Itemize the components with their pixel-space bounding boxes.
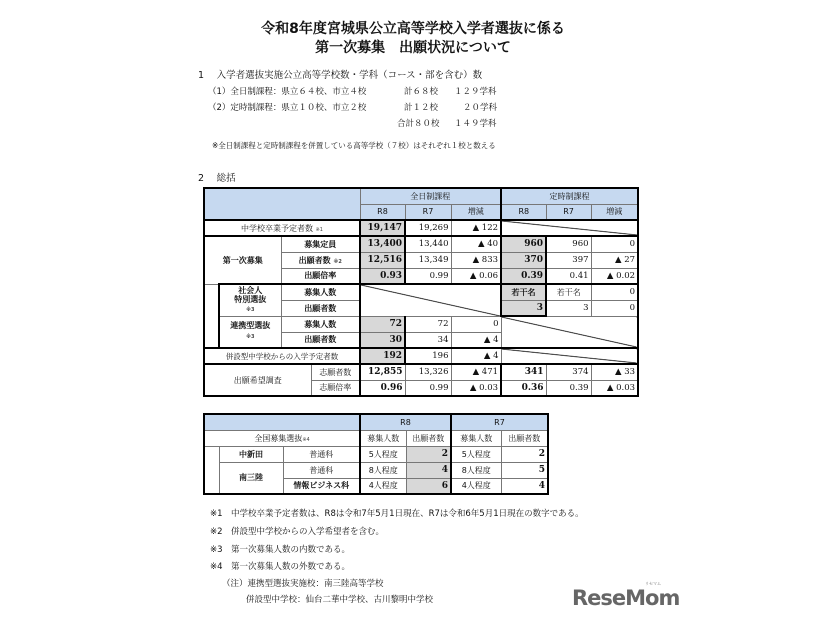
cell: 5 xyxy=(501,462,548,478)
col-header: 出願者数 xyxy=(406,430,451,446)
row-label: 志願倍率 xyxy=(311,380,360,396)
footnote-mark: ※2 xyxy=(333,258,342,265)
indent-cell xyxy=(204,284,219,348)
row-label: 出願倍率 xyxy=(281,268,360,284)
cell: 0 xyxy=(591,236,638,252)
cell: 5人程度 xyxy=(451,446,501,462)
label-text: 特別選抜 xyxy=(234,294,267,304)
dept-name: 普通科 xyxy=(283,446,360,462)
footnote-text: 第一次募集人数の内数である。 xyxy=(231,545,351,555)
header-part-time: 定時制課程 xyxy=(501,188,638,204)
cell: 5人程度 xyxy=(360,446,406,462)
cell: 0.39 xyxy=(546,380,591,396)
row-label: 志願者数 xyxy=(311,364,360,380)
section1-row-depts: ２０学科 xyxy=(463,103,498,113)
section1-total-depts: １４９学科 xyxy=(454,119,497,129)
col-header: R8 xyxy=(360,204,405,220)
cell: ▲ 33 xyxy=(591,364,638,380)
cell: 4人程度 xyxy=(360,478,406,494)
cell: 3 xyxy=(546,300,591,316)
row-label: 募集定員 xyxy=(281,236,360,252)
footnote xyxy=(210,560,350,572)
title-line2: 第一次募集 出願状況について xyxy=(315,40,511,56)
cell: 13,349 xyxy=(405,252,451,268)
header-blank xyxy=(204,414,360,430)
section1-row-depts: １２９学科 xyxy=(454,87,497,97)
linked-label xyxy=(219,316,281,348)
cell: 72 xyxy=(360,316,405,332)
section1-note: ※全日制課程と定時制課程を併置している高等学校（７校）はそれぞれ１校と数える xyxy=(212,141,496,150)
footnote xyxy=(210,507,584,519)
row-label: 出願者数 xyxy=(298,255,331,265)
dept-name: 普通科 xyxy=(283,462,360,478)
cell: 8人程度 xyxy=(451,462,501,478)
indent-cell xyxy=(204,446,219,494)
table2-label: 全国募集選抜 xyxy=(254,433,303,443)
footnote-mark: ※3 xyxy=(246,306,255,313)
footnote-mark: ※3 xyxy=(246,334,255,341)
row-label: 出願者数 xyxy=(281,300,360,316)
cell: ▲ 0.06 xyxy=(451,268,501,284)
cell: 341 xyxy=(501,364,546,380)
section1-heading: 1 入学者選抜実施公立高等学校数・学科（コース・部を含む）数 xyxy=(198,70,483,81)
cell: 12,516 xyxy=(360,252,405,268)
footnote-text: 第一次募集人数の外数である。 xyxy=(231,562,351,572)
cell: 0 xyxy=(591,284,638,300)
school-name: 中新田 xyxy=(219,446,283,462)
table-row xyxy=(204,220,638,236)
cell: 19,147 xyxy=(360,220,405,236)
row-label: 出願者数 xyxy=(281,332,360,348)
cell: ▲ 4 xyxy=(451,348,501,364)
note-line1: （注）連携型選抜実施校：南三陸高等学校 xyxy=(222,579,384,589)
table-row xyxy=(204,446,548,462)
table-row xyxy=(204,462,548,478)
cell: 2 xyxy=(406,446,451,462)
social-label xyxy=(219,284,281,316)
note-line2: 併設型中学校：仙台二華中学校、古川黎明中学校 xyxy=(246,595,434,605)
footnote-mark: ※1 xyxy=(210,509,223,519)
cell: 960 xyxy=(501,236,546,252)
cell: ▲ 833 xyxy=(451,252,501,268)
label-text: 連携型選抜 xyxy=(230,321,271,331)
cell: 960 xyxy=(546,236,591,252)
cell: ▲ 0.02 xyxy=(591,268,638,284)
cell: 19,269 xyxy=(405,220,451,236)
cell: 0.96 xyxy=(360,380,405,396)
footnote-text: 中学校卒業予定者数は、R8は令和7年5月1日現在、R7は令和6年5月1日現在の数字である。 xyxy=(231,509,584,519)
cell: 13,400 xyxy=(360,236,405,252)
diagonal-empty xyxy=(501,316,638,348)
table-row xyxy=(204,316,638,332)
section2-heading: 2 総括 xyxy=(198,173,236,184)
survey-label: 出願希望調査 xyxy=(204,364,311,396)
col-header: 募集人数 xyxy=(451,430,501,446)
cell: 370 xyxy=(501,252,546,268)
cell: 34 xyxy=(405,332,451,348)
cell: 0.99 xyxy=(405,268,451,284)
cell: 72 xyxy=(405,316,451,332)
summary-table xyxy=(203,187,639,397)
cell: ▲ 40 xyxy=(451,236,501,252)
col-header: 出願者数 xyxy=(501,430,548,446)
resemom-logo xyxy=(572,586,679,610)
first-recruitment-label: 第一次募集 xyxy=(204,236,281,284)
cell: 2 xyxy=(501,446,548,462)
cell: 30 xyxy=(360,332,405,348)
cell: 12,855 xyxy=(360,364,405,380)
logo-ruby: リセマム xyxy=(645,581,661,586)
dept-name: 情報ビジネス科 xyxy=(283,478,360,494)
cell: ▲ 27 xyxy=(591,252,638,268)
section1-total-schools: 合計８０校 xyxy=(397,119,440,129)
col-header: 増減 xyxy=(451,204,501,220)
cell: 0.36 xyxy=(501,380,546,396)
table-row xyxy=(204,284,638,300)
footnote-mark: ※3 xyxy=(210,545,223,555)
cell: ▲ 471 xyxy=(451,364,501,380)
school-name: 南三陸 xyxy=(219,462,283,494)
footnote-mark: ※4 xyxy=(210,562,223,572)
cell: 3 xyxy=(501,300,546,316)
cell: 0 xyxy=(451,316,501,332)
row-label: 募集人数 xyxy=(281,284,360,300)
col-header: R7 xyxy=(405,204,451,220)
section1-row-schools: 計１２校 xyxy=(404,103,439,113)
cell: 8人程度 xyxy=(360,462,406,478)
title-line1: 令和8年度宮城県公立高等学校入学者選抜に係る xyxy=(261,21,565,37)
section1-row-label: （2）定時制課程：県立１０校、市立２校 xyxy=(208,103,367,113)
cell: 0.39 xyxy=(501,268,546,284)
cell: 若干名 xyxy=(501,284,546,300)
cell: ▲ 4 xyxy=(451,332,501,348)
diagonal-empty xyxy=(501,348,638,364)
cell: 397 xyxy=(546,252,591,268)
cell: 0.41 xyxy=(546,268,591,284)
header-full-time: 全日制課程 xyxy=(360,188,501,204)
row-label: 併設型中学校からの入学予定者数 xyxy=(204,348,360,364)
diagonal-empty xyxy=(360,284,501,316)
table-row xyxy=(204,236,638,252)
cell: ▲ 122 xyxy=(451,220,501,236)
section1-row-schools: 計６８校 xyxy=(404,87,439,97)
section1-row-label: （1）全日制課程：県立６４校、市立４校 xyxy=(208,87,367,97)
col-header: R8 xyxy=(501,204,546,220)
diagonal-empty xyxy=(501,220,638,236)
cell: 196 xyxy=(405,348,451,364)
header-year: R7 xyxy=(451,414,548,430)
cell: 0 xyxy=(591,300,638,316)
logo-text: ReseMom xyxy=(572,586,680,610)
col-header: 増減 xyxy=(591,204,638,220)
national-recruitment-table xyxy=(203,413,549,495)
cell: 192 xyxy=(360,348,405,364)
col-header: R7 xyxy=(546,204,591,220)
table-row xyxy=(204,364,638,380)
cell: 13,326 xyxy=(405,364,451,380)
cell: 4 xyxy=(501,478,548,494)
footnote xyxy=(210,543,350,555)
header-blank xyxy=(204,188,360,220)
cell: 4 xyxy=(406,462,451,478)
cell: ▲ 0.03 xyxy=(451,380,501,396)
cell: 若干名 xyxy=(546,284,591,300)
cell: 0.99 xyxy=(405,380,451,396)
cell: 4人程度 xyxy=(451,478,501,494)
cell: ▲ 0.03 xyxy=(591,380,638,396)
cell: 0.93 xyxy=(360,268,405,284)
footnote-text: 併設型中学校からの入学希望者を含む。 xyxy=(231,527,385,537)
footnote-mark: ※4 xyxy=(302,436,310,443)
footnote-mark: ※2 xyxy=(210,527,223,537)
row-label: 中学校卒業予定者数 xyxy=(241,223,314,233)
label-text: 社会人 xyxy=(238,285,263,295)
cell: 374 xyxy=(546,364,591,380)
footnote xyxy=(210,525,384,537)
cell: 13,440 xyxy=(405,236,451,252)
row-label: 募集人数 xyxy=(281,316,360,332)
footnote-mark: ※1 xyxy=(315,226,323,233)
cell: 6 xyxy=(406,478,451,494)
col-header: 募集人数 xyxy=(360,430,406,446)
table-row xyxy=(204,348,638,364)
header-year: R8 xyxy=(360,414,451,430)
